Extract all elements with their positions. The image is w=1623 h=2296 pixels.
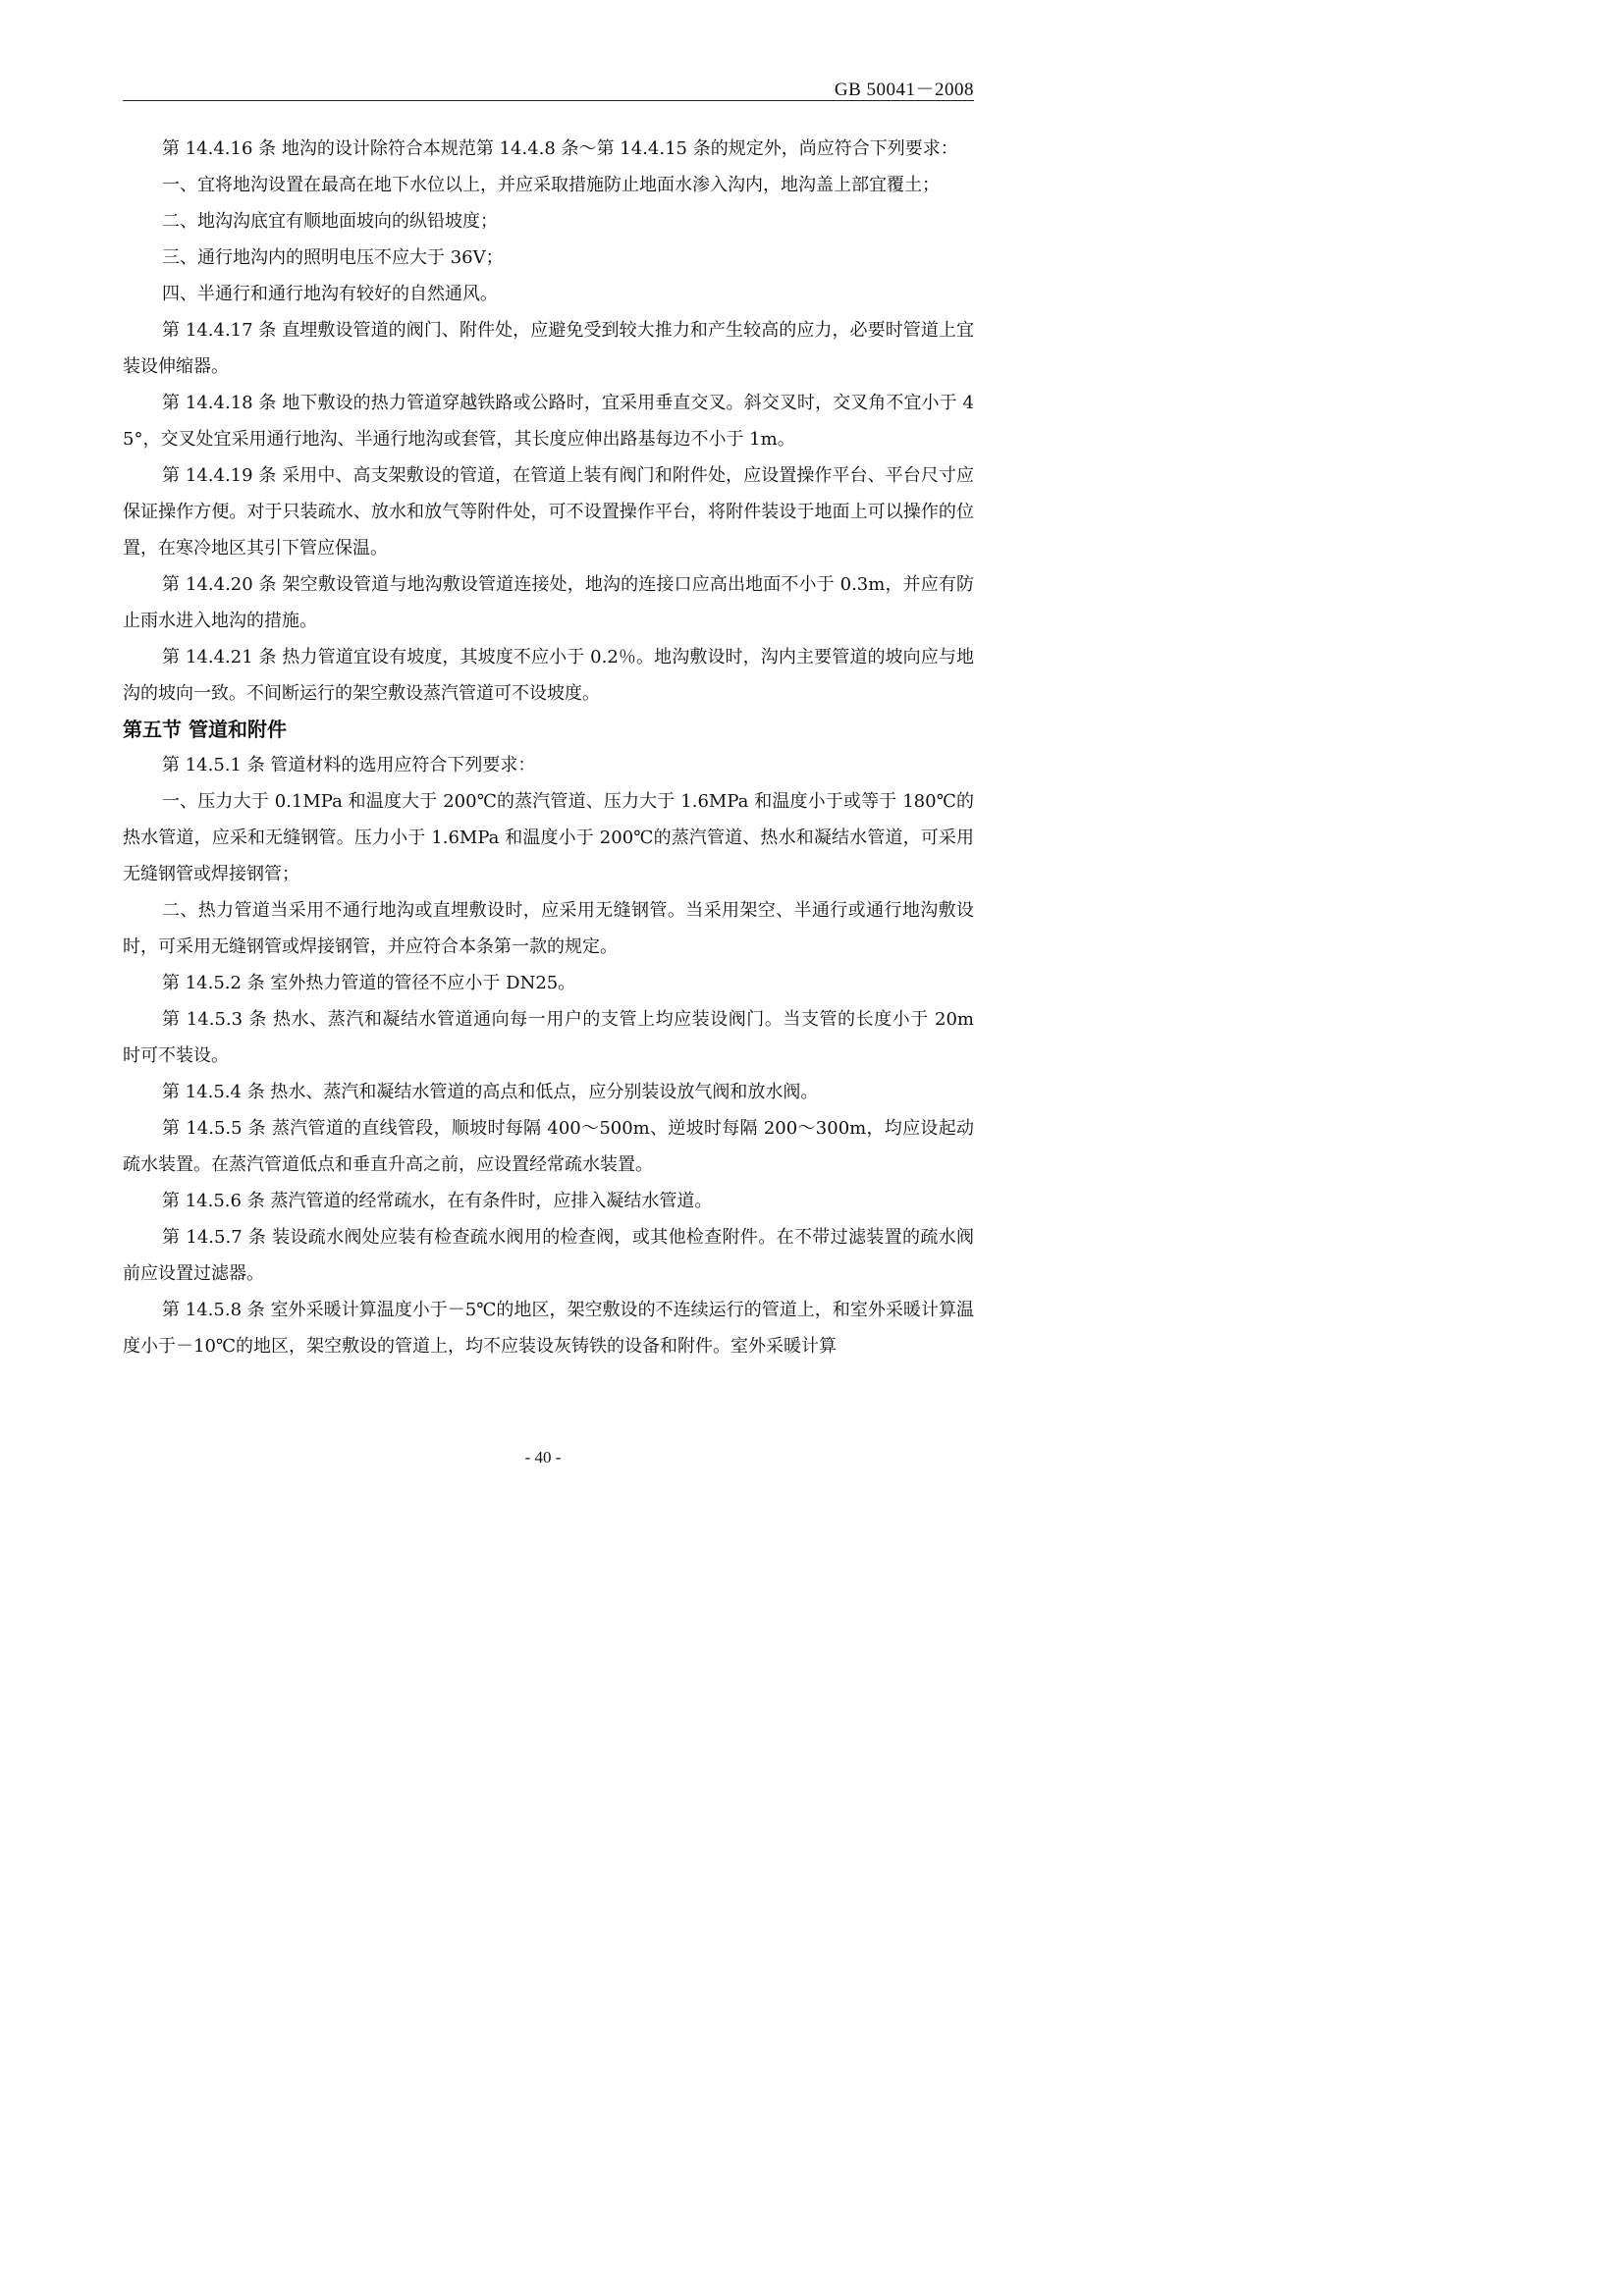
paragraph: 第 14.5.8 条 室外采暖计算温度小于－5℃的地区，架空敷设的不连续运行的管道上，和室外采暖计算温度小于－10℃的地区，架空敷设的管道上，均不应装设灰铸铁的设备和附件。室外采暖计算 [123, 1300, 974, 1357]
list-item: 三、通行地沟内的照明电压不应大于 36V； [162, 247, 504, 268]
paragraph: 第 14.4.17 条 直埋敷设管道的阀门、附件处，应避免受到较大推力和产生较高的应力，必要时管道上宜装设伸缩器。 [123, 320, 974, 377]
paragraph: 第 14.4.20 条 架空敷设管道与地沟敷设管道连接处，地沟的连接口应高出地面不小于 0.3m，并应有防止雨水进入地沟的措施。 [123, 574, 974, 631]
paragraph: 第 14.5.1 条 管道材料的选用应符合下列要求： [162, 755, 536, 775]
paragraph: 第 14.5.6 条 蒸汽管道的经常疏水，在有条件时，应排入凝结水管道。 [162, 1191, 713, 1211]
paragraph: 第 14.4.21 条 热力管道宜设有坡度，其坡度不应小于 0.2％。地沟敷设时，沟内主要管道的坡向应与地沟的坡向一致。不间断运行的架空敷设蒸汽管道可不设坡度。 [123, 647, 974, 704]
paragraph: 第 14.5.3 条 热水、蒸汽和凝结水管道通向每一用户的支管上均应装设阀门。当支管的长度小于 20m 时可不装设。 [123, 1009, 974, 1066]
document-body [123, 131, 974, 1364]
list-item: 一、宜将地沟设置在最高在地下水位以上，并应采取措施防止地面水渗入沟内，地沟盖上部宜覆土； [162, 175, 940, 195]
paragraph: 第 14.5.7 条 装设疏水阀处应装有检查疏水阀用的检查阀，或其他检查附件。在不带过滤装置的疏水阀前应设置过滤器。 [123, 1227, 974, 1284]
list-item: 一、压力大于 0.1MPa 和温度大于 200℃的蒸汽管道、压力大于 1.6MPa 和温度小于或等于 180℃的热水管道，应采和无缝钢管。压力小于 1.6MPa 和温度小于 200℃的蒸汽管道、热水和凝结水管道，可采用无缝钢管或焊接钢管； [123, 791, 974, 884]
list-item: 四、半通行和通行地沟有较好的自然通风。 [162, 284, 498, 304]
standard-code: GB 50041－2008 [834, 80, 974, 100]
paragraph: 第 14.5.4 条 热水、蒸汽和凝结水管道的高点和低点，应分别装设放气阀和放水阀。 [162, 1082, 819, 1102]
paragraph: 第 14.5.5 条 蒸汽管道的直线管段，顺坡时每隔 400～500m、逆坡时每隔 200～300m，均应设起动疏水装置。在蒸汽管道低点和垂直升高之前，应设置经常疏水装置。 [123, 1118, 974, 1175]
page-header [123, 71, 974, 101]
page-number: - 40 - [524, 1448, 562, 1467]
list-item: 二、地沟沟底宜有顺地面坡向的纵铅坡度； [162, 211, 498, 232]
paragraph: 第 14.4.18 条 地下敷设的热力管道穿越铁路或公路时，宜采用垂直交叉。斜交叉时，交叉角不宜小于 45°，交叉处宜采用通行地沟、半通行地沟或套管，其长度应伸出路基每边不小于 1m。 [123, 393, 974, 450]
list-item: 二、热力管道当采用不通行地沟或直埋敷设时，应采用无缝钢管。当采用架空、半通行或通行地沟敷设时，可采用无缝钢管或焊接钢管，并应符合本条第一款的规定。 [123, 900, 974, 957]
paragraph: 第 14.5.2 条 室外热力管道的管径不应小于 DN25。 [162, 973, 576, 993]
section-title: 第五节 管道和附件 [123, 718, 287, 741]
paragraph: 第 14.4.19 条 采用中、高支架敷设的管道，在管道上装有阀门和附件处，应设置操作平台、平台尺寸应保证操作方便。对于只装疏水、放水和放气等附件处，可不设置操作平台，将附件装设于地面上可以操作的位置，在寒冷地区其引下管应保温。 [123, 465, 974, 559]
paragraph: 第 14.4.16 条 地沟的设计除符合本规范第 14.4.8 条～第 14.4.15 条的规定外，尚应符合下列要求： [162, 138, 958, 159]
